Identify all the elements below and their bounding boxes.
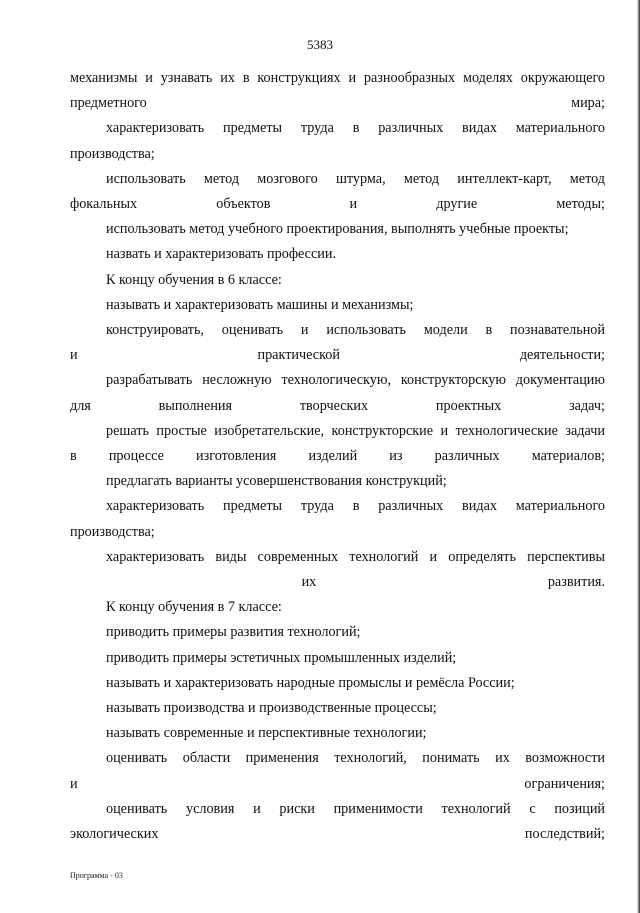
paragraph (70, 646, 605, 671)
paragraph-continuation: и ограничения; (70, 775, 605, 792)
paragraph-line: разрабатывать несложную технологическую, конструкторскую документацию (106, 372, 605, 389)
body-text (70, 66, 605, 847)
paragraph (70, 494, 605, 544)
paragraph-line: характеризовать предметы труда в различных видах материального (106, 120, 605, 137)
paragraph (70, 696, 605, 721)
paragraph-continuation: их развития. (70, 574, 605, 591)
paragraph-continuation: производства; (70, 523, 155, 540)
section-heading (70, 268, 605, 293)
paragraph (70, 620, 605, 645)
footer-label: Программа - 03 (70, 871, 123, 880)
paragraph-line: использовать метод мозгового штурма, метод интеллект-карт, метод (106, 170, 605, 187)
paragraph (70, 242, 605, 267)
paragraph-continuation: в процессе изготовления изделий из различных материалов; (70, 448, 605, 465)
paragraph-line: приводить примеры эстетичных промышленных изделий; (106, 649, 457, 666)
paragraph-line: предлагать варианты усовершенствования конструкций; (106, 473, 447, 490)
paragraph-continuation: для выполнения творческих проектных задач; (70, 397, 605, 414)
paragraph-line: характеризовать виды современных технологий и определять перспективы (106, 548, 605, 565)
paragraph-line: называть производства и производственные процессы; (106, 700, 437, 717)
paragraph-line: называть и характеризовать народные промыслы и ремёсла России; (106, 674, 515, 691)
paragraph (70, 797, 605, 847)
paragraph-line: К концу обучения в 6 классе: (106, 271, 282, 288)
paragraph-line: использовать метод учебного проектирования, выполнять учебные проекты; (106, 221, 569, 238)
paragraph (70, 368, 605, 418)
paragraph (70, 167, 605, 217)
paragraph-line: называть современные и перспективные технологии; (106, 725, 427, 742)
paragraph-line: конструировать, оценивать и использовать модели в познавательной (106, 322, 605, 339)
paragraph (70, 318, 605, 368)
paragraph (70, 746, 605, 796)
paragraph-line: К концу обучения в 7 классе: (106, 599, 282, 616)
paragraph (70, 293, 605, 318)
paragraph (70, 419, 605, 469)
paragraph (70, 545, 605, 595)
paragraph-line: приводить примеры развития технологий; (106, 624, 361, 641)
paragraph-line: называть и характеризовать машины и механизмы; (106, 296, 414, 313)
paragraph-continuation: экологических последствий; (70, 826, 605, 843)
paragraph-continuation: предметного мира; (70, 95, 605, 112)
paragraph (70, 66, 605, 116)
section-heading (70, 595, 605, 620)
paragraph-continuation: производства; (70, 145, 155, 162)
paragraph-line: оценивать области применения технологий, понимать их возможности (106, 750, 605, 767)
paragraph (70, 721, 605, 746)
paragraph (70, 116, 605, 166)
paragraph-line: механизмы и узнавать их в конструкциях и разнообразных моделях окружающего (70, 70, 605, 86)
paragraph-line: решать простые изобретательские, конструкторские и технологические задачи (106, 422, 605, 439)
paragraph-line: оценивать условия и риски применимости технологий с позиций (106, 800, 605, 817)
paragraph-line: назвать и характеризовать профессии. (106, 246, 336, 263)
paragraph-continuation: и практической деятельности; (70, 347, 605, 364)
page-number: 5383 (307, 37, 333, 52)
paragraph (70, 469, 605, 494)
paragraph-line: характеризовать предметы труда в различных видах материального (106, 498, 605, 515)
paragraph-continuation: фокальных объектов и другие методы; (70, 196, 605, 213)
paragraph (70, 671, 605, 696)
paragraph (70, 217, 605, 242)
